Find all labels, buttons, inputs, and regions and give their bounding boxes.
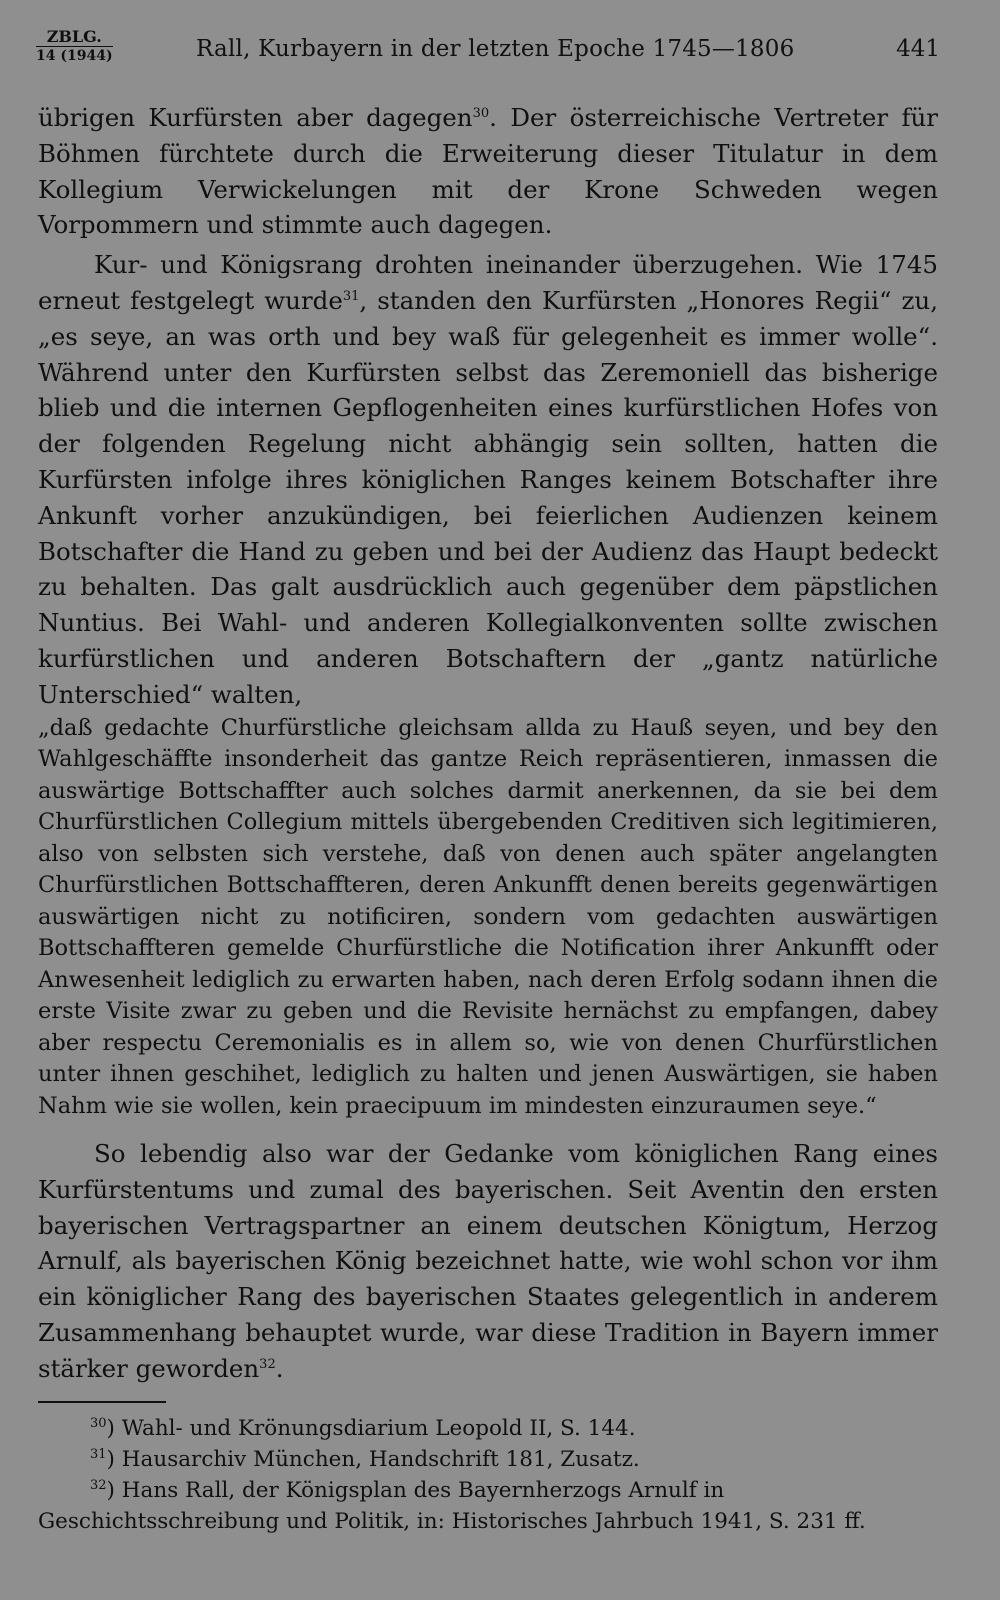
footnote: $^{32}$) Hans Rall, der Königsplan des Bayernherzogs Arnulf in Geschichtsschreibung und Politik, in: Historisches Jahrbuch 1941, S. 231 ff. — [38, 1477, 866, 1534]
footnotes — [38, 1413, 938, 1537]
body-text — [38, 100, 938, 1537]
running-title: Rall, Kurbayern in der letzten Epoche 1745—1806 — [196, 36, 795, 62]
footnote-mark: 32 — [90, 1477, 107, 1493]
paragraph: übrigen Kurfürsten aber dagegen$^{30}$. Der österreichische Vertreter für Böhmen fürchtete durch die Erweiterung dieser Titulatur in dem Kollegium Verwickelungen mit der Krone Schweden wegen Vorpommern und stimmte auch dagegen. — [38, 103, 939, 240]
page-header — [36, 28, 940, 76]
footnote: $^{30}$) Wahl- und Krönungsdiarium Leopold II, S. 144. — [90, 1415, 636, 1441]
journal-abbreviation: ZBLG. — [36, 28, 113, 47]
footnote-ref: 32 — [259, 1356, 276, 1372]
journal-reference — [36, 28, 113, 65]
block-quote: „daß gedachte Churfürstliche gleichsam allda zu Hauß seyen, und bey den Wahlgeschäffte insonderheit das gantze Reich repräsentieren, inmassen die auswärtige Bottschaffter auch solches darmit anerkennen, da sie bei dem Churfürstlichen Collegium mittels übergebenden Creditiven sich legitimieren, also von selbsten sich verstehe, daß von denen auch später angelangten Churfürstlichen Bottschaffteren, deren Ankunfft denen bereits gegenwärtigen auswärtigen nicht zu notificiren, sondern vom gedachten auswärtigen Bottschaffteren gemelde Churfürstliche die Notification ihrer Ankunfft oder Anwesenheit lediglich zu erwarten haben, nach deren Erfolg sodann ihnen die erste Visite zwar zu geben und die Revisite hernächst zu empfangen, dabey aber respectu Ceremonialis es in allem so, wie von denen Churfürstlichen unter ihnen geschihet, lediglich zu halten und jenen Auswärtigen, sie haben Nahm wie sie wollen, kein praecipuum im mindesten einzuraumen seye.“ — [38, 714, 938, 1119]
footnote: $^{31}$) Hausarchiv München, Handschrift 181, Zusatz. — [90, 1446, 640, 1472]
footnote-mark: 30 — [90, 1415, 107, 1431]
journal-volume: 14 (1944) — [36, 48, 113, 64]
footnote-ref: 30 — [472, 105, 490, 121]
page-number: 441 — [896, 36, 940, 62]
footnote-separator — [38, 1401, 166, 1403]
paragraph: So lebendig also war der Gedanke vom königlichen Rang eines Kurfürstentums und zumal des bayerischen. Seit Aventin den ersten bayerischen Vertragspartner an einem deutschen Königtum, Herzog Arnulf, als bayerischen König bezeichnet hatte, wie wohl schon vor ihm ein königlicher Rang des bayerischen Staates gelegentlich in anderem Zusammenhang behauptet wurde, war diese Tradition in Bayern immer stärker geworden$^{32}$. — [38, 1139, 938, 1383]
paragraph: Kur- und Königsrang drohten ineinander überzugehen. Wie 1745 erneut festgelegt wurde$^{31}$, standen den Kurfürsten „Honores Regii“ zu, „es seye, an was orth und bey waß für gelegenheit es immer wolle“. Während unter den Kurfürsten selbst das Zeremoniell das bisherige blieb und die internen Gepflogenheiten eines kurfürstlichen Hofes von der folgenden Regelung nicht abhängig sein sollten, hatten die Kurfürsten infolge ihres königlichen Ranges keinem Botschafter ihre Ankunft vorher anzukündigen, bei feierlichen Audienzen keinem Botschafter die Hand zu geben und bei der Audienz das Haupt bedeckt zu behalten. Das galt ausdrücklich auch gegenüber dem päpstlichen Nuntius. Bei Wahl- und anderen Kollegialkonventen sollte zwischen kurfürstlichen und anderen Botschaftern der „gantz natürliche Unterschied“ walten, — [38, 250, 938, 709]
footnote-mark: 31 — [90, 1446, 107, 1462]
footnote-ref: 31 — [342, 288, 360, 304]
